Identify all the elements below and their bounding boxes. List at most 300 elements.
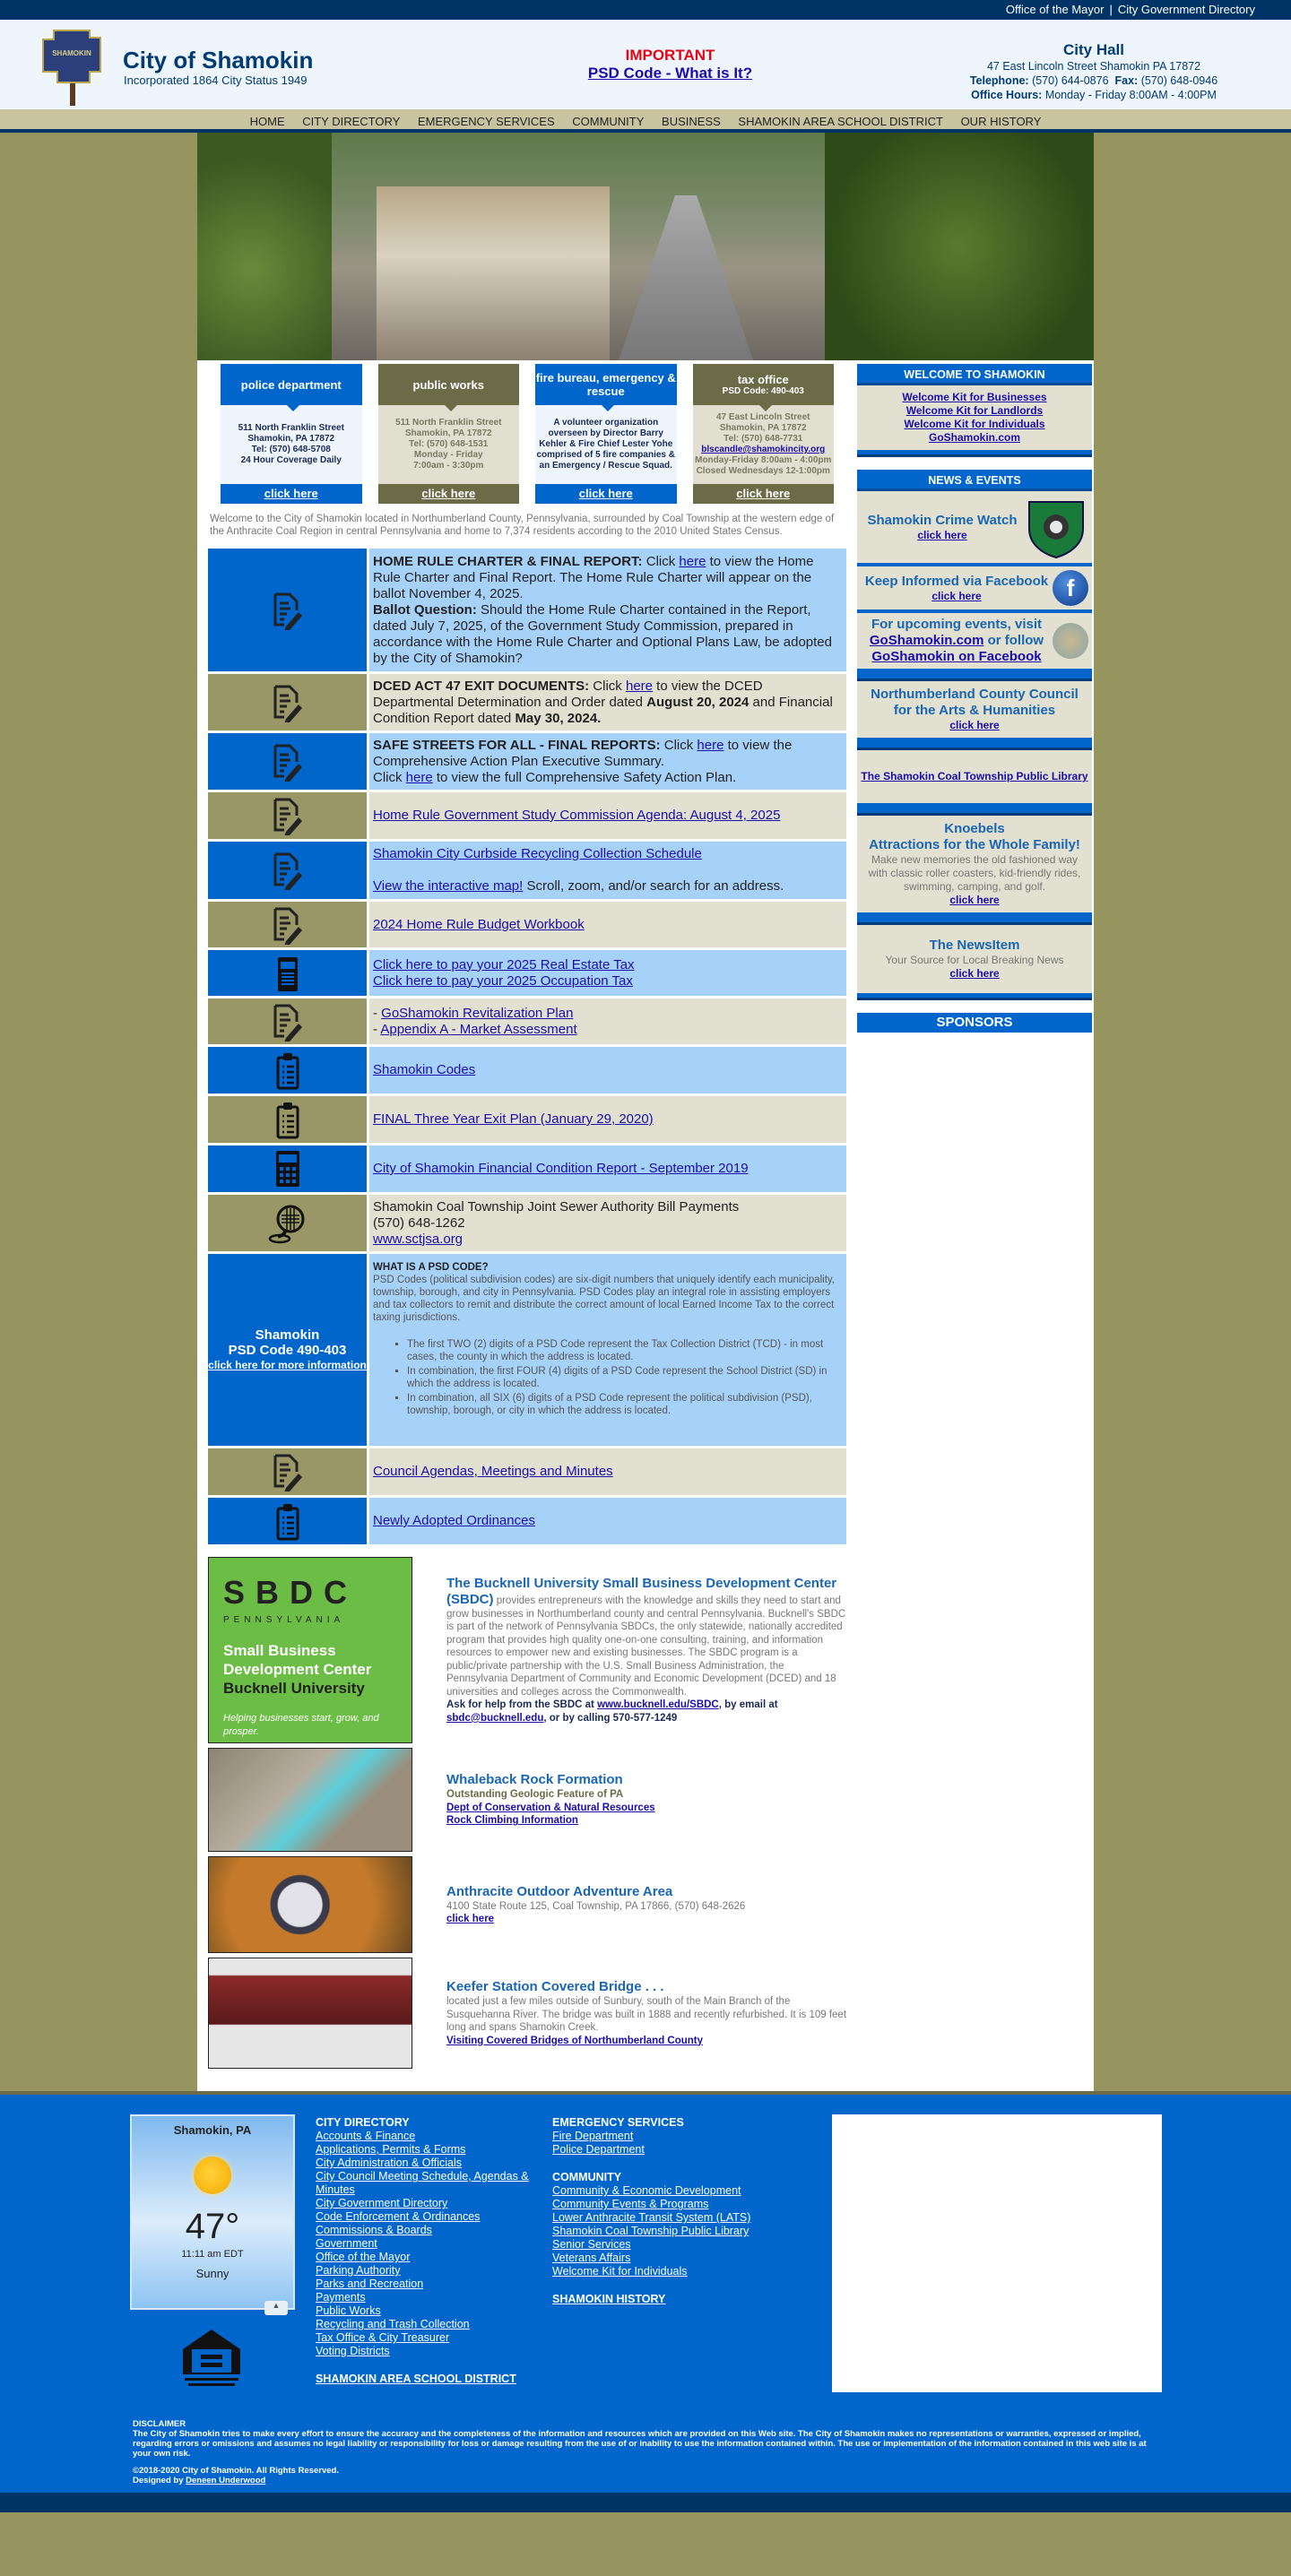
events-item [857,613,1092,669]
spacer [373,862,843,878]
public-works-card-title [378,364,520,405]
dced-heading: DCED ACT 47 EXIT DOCUMENTS: [373,678,590,694]
text: and Financial Condition Report dated [373,694,833,726]
sbdc-logo-name: Small Business Development Center [223,1642,372,1678]
divider [857,738,1092,750]
tax-office-email-link[interactable]: blscandle@shamokincity.org [701,445,826,454]
divider [857,669,1092,681]
footer-emergency-community [552,2116,785,2306]
row-codes [208,1047,846,1094]
city-hall-title: City Hall [1062,41,1125,58]
shamokin-codes-link[interactable]: Shamokin Codes [373,1062,476,1077]
hours-value: Monday - Friday 8:00AM - 4:00PM [1044,89,1217,101]
crime-watch-item [857,491,1092,563]
knoebels-title: Knoebels [944,821,1005,836]
divider [857,450,1092,457]
welcome-text: Welcome to the City of Shamokin located in Northumberland County, Pennsylvania, surrounded by Coal Township at the western edge of the Anthracite Coal Region in central Pennsylvania and home to 7,374 residents according to the 2010 United States Census. [210,514,835,537]
weather-temperature: 47° [185,2207,240,2246]
hero-street-photo [197,133,1094,360]
card-line: Tel: (570) 648-7731 [723,434,803,444]
keefer-text [446,1958,846,2069]
text: Click [642,553,680,569]
pay-real-estate-tax-link[interactable]: Click here to pay your 2025 Real Estate Tax [373,956,635,972]
news-events-title: NEWS & EVENTS [857,470,1092,491]
clipboard-list-icon [208,1498,367,1544]
footer-link[interactable]: Community Events & Programs [552,2198,709,2210]
emergency-services-heading: EMERGENCY SERVICES [552,2116,684,2129]
card-line: Tel: (570) 648-1531 [409,439,489,449]
facebook-link[interactable]: click here [931,589,982,602]
card-title-text: public works [412,377,484,392]
footer-link[interactable]: Senior Services [552,2238,631,2251]
text: Click [373,769,406,785]
card-line: 47 East Lincoln Street [716,412,810,422]
goshamokin-photo-icon [1053,623,1088,659]
whaleback-rock-photo [208,1748,412,1852]
keefer-title: Keefer Station Covered Bridge . . . [446,1979,664,1994]
rock-climbing-link[interactable]: Rock Climbing Information [446,1815,578,1827]
document-edit-icon [208,549,367,671]
hero-buildings [377,186,610,360]
footer-link[interactable]: Commissions & Boards [316,2224,432,2236]
footer-link[interactable]: Voting Districts [316,2345,390,2357]
document-edit-icon [208,733,367,790]
divider [857,912,1092,925]
text: Ask for help from the SBDC at [446,1699,598,1711]
police-card [221,364,362,504]
goshamokin-link[interactable]: GoShamokin.com [928,431,1021,444]
feature-list [208,1557,846,2069]
newsitem-item [857,925,1092,993]
row-exit-plan [208,1096,846,1143]
sbdc-website-link[interactable]: www.bucknell.edu/SBDC [597,1699,719,1711]
psd-explanation [369,1254,846,1446]
card-line: an Emergency / Rescue Squad. [539,461,672,471]
footer-link[interactable]: Lower Anthracite Transit System (LATS) [552,2211,751,2224]
city-hall-address: 47 East Lincoln Street Shamokin PA 17872 [986,60,1201,73]
tax-office-click-link[interactable]: click here [736,487,791,500]
public-works-click-link[interactable]: click here [421,487,476,500]
crime-watch-text [861,513,1024,542]
fire-click-link[interactable]: click here [578,487,633,500]
anthracite-click-link[interactable]: click here [446,1914,495,1924]
hero-trees-left [197,133,332,360]
nav-home[interactable]: HOME [249,115,285,128]
site-subtitle: Incorporated 1864 City Status 1949 [124,73,308,87]
sewer-phone: (570) 648-1262 [373,1215,465,1231]
card-line: Shamokin, PA 17872 [404,428,492,438]
text: , or by calling 570-577-1249 [543,1712,678,1724]
calculator-icon [208,1145,367,1192]
feature-anthracite [208,1856,846,1953]
text: to view the Comprehensive Action Plan Executive Summary. [373,737,793,769]
document-edit-icon [208,1448,367,1495]
card-line: Monday-Friday 8:00am - 4:00pm [695,455,832,465]
feature-sbdc [208,1557,846,1743]
row-revitalization [208,998,846,1044]
card-line: Shamokin, PA 17872 [719,423,807,433]
row-budget [208,902,846,947]
announcement-rows [208,549,846,1544]
tax-office-card-title [693,364,835,405]
sun-icon [194,2157,231,2194]
safe-streets-text [369,733,846,790]
financial-cell [369,1145,846,1192]
sbdc-logo-university: Bucknell University [223,1680,365,1697]
footer-fire-department-link[interactable]: Fire Department [552,2130,634,2142]
sbdc-text [446,1557,846,1743]
psd-more-info-link[interactable]: click here for more information [208,1358,367,1371]
main-column [208,364,846,2073]
ordinances-cell [369,1498,846,1544]
copyright: ©2018-2020 City of Shamokin. All Rights Reserved. [133,2466,339,2476]
designer-link[interactable]: Deneen Underwood [186,2476,266,2485]
footer-link[interactable]: Public Works [316,2304,381,2317]
crime-watch-title: Shamokin Crime Watch [867,512,1018,528]
disclaimer [133,2419,1164,2485]
footer-link[interactable]: Shamokin Coal Township Public Library [552,2225,749,2237]
equal-housing-opportunity-icon [179,2326,244,2389]
budget-cell [369,902,846,947]
card-title-text: police department [240,377,342,392]
covered-bridges-link[interactable]: Visiting Covered Bridges of Northumberland County [446,2035,704,2046]
library-item [857,750,1092,803]
welcome-box-title: WELCOME TO SHAMOKIN [857,364,1092,385]
card-line: 511 North Franklin Street [395,418,502,428]
psd-heading: WHAT IS A PSD CODE? [373,1262,489,1273]
revitalization-plan-link[interactable]: GoShamokin Revitalization Plan [381,1005,574,1021]
text: or follow [983,633,1044,648]
recycling-schedule-link[interactable]: Shamokin City Curbside Recycling Collection Schedule [373,846,702,861]
facebook-icon[interactable]: f [1053,570,1088,606]
knoebels-subtitle: Attractions for the Whole Family! [869,837,1080,852]
tax-office-card-body [693,405,835,484]
card-line: Shamokin, PA 17872 [247,434,335,444]
site-title: City of Shamokin [123,47,314,73]
recycling-cell [369,842,846,899]
tax-cell [369,950,846,996]
footer-link[interactable]: Community & Economic Development [552,2184,741,2197]
telephone-label: Telephone: [969,74,1029,87]
psd-city: Shamokin [255,1327,320,1343]
ballot-question-label: Ballot Question: [373,601,477,618]
footer-link[interactable]: Accounts & Finance [316,2130,416,2142]
dcnr-link[interactable]: Dept of Conservation & Natural Resources [446,1802,655,1813]
divider [857,803,1092,816]
tax-office-card [693,364,835,504]
card-line: Tel: (570) 648-5708 [251,445,331,454]
disclaimer-title: DISCLAIMER [133,2419,186,2429]
pay-occupation-tax-link[interactable]: Click here to pay your 2025 Occupation Tax [373,972,633,989]
feature-whaleback [208,1748,846,1852]
nav-community[interactable]: COMMUNITY [572,115,645,128]
document-edit-icon [208,674,367,730]
executive-summary-link[interactable]: here [697,737,724,753]
text: Click [589,678,626,694]
public-works-click-here [378,484,520,504]
tax-document-icon [208,950,367,996]
psd-bullet-list [407,1338,843,1419]
exit-plan-cell [369,1096,846,1143]
clipboard-list-icon [208,1096,367,1143]
news-events-box [857,470,1092,1033]
city-government-directory-link[interactable]: City Government Directory [1117,3,1255,16]
footer-link[interactable]: City Government Directory [316,2197,448,2209]
footer-link[interactable]: Parking Authority [316,2264,401,2277]
footer-city-directory [316,2116,549,2386]
keefer-body: located just a few miles outside of Sunbury, south of the Main Branch of the Susquehanna River. The bridge was built in 1888 and recently refurbished. It is 109 feet long and spans Shamokin Creek. [446,1996,847,2033]
sbdc-logo-state: PENNSYLVANIA [223,1615,345,1625]
weather-location: Shamokin, PA [173,2123,252,2137]
psd-body: PSD Codes (political subdivision codes) are six-digit numbers that uniquely identify each municipality, township, borough, and city in Pennsylvania. PSD Codes play an integral role in assisting employers and tax collectors to remit and distribute the correct amount of local Earned Income Tax to the correct taxing jurisdictions. [373,1275,835,1323]
sewer-website-link[interactable]: www.sctjsa.org [373,1231,464,1247]
interactive-map-link[interactable]: View the interactive map! [373,878,524,894]
department-cards [208,364,846,504]
home-rule-heading: HOME RULE CHARTER & FINAL REPORT: [373,553,643,569]
footer-link[interactable]: Welcome Kit for Individuals [552,2265,688,2278]
footer-link[interactable]: Code Enforcement & Ordinances [316,2210,481,2223]
row-taxes [208,950,846,996]
police-card-title [221,364,362,405]
card-title-text: tax office [737,373,789,386]
market-assessment-link[interactable]: Appendix A - Market Assessment [380,1021,577,1037]
welcome-kit-individuals-link[interactable]: Welcome Kit for Individuals [904,418,1045,430]
nav-our-history[interactable]: OUR HISTORY [960,115,1042,128]
fire-card-body [535,405,677,484]
fire-card [535,364,677,504]
city-hall-info [950,41,1237,102]
row-sewer [208,1195,846,1251]
spacer [552,2157,785,2171]
arts-title: Northumberland County Council for the Arts & Humanities [871,687,1079,718]
city-directory-heading: CITY DIRECTORY [316,2116,410,2129]
text: For upcoming events, visit [871,617,1043,632]
sbdc-email-link[interactable]: sbdc@bucknell.edu [446,1712,544,1724]
whaleback-title: Whaleback Rock Formation [446,1772,623,1788]
row-financial [208,1145,846,1192]
crime-watch-badge-icon[interactable] [1024,495,1088,559]
study-agenda-cell [369,792,846,839]
card-title-text: fire bureau, emergency & rescue [535,371,676,398]
footer-link[interactable]: Veterans Affairs [552,2252,631,2264]
card-line: 7:00am - 3:30pm [413,461,484,471]
tax-office-click-here [693,484,835,504]
card-line: 511 North Franklin Street [238,423,344,433]
dirt-bike-photo [208,1856,412,1953]
sponsors-heading: SPONSORS [857,1013,1092,1033]
covered-bridge-photo [208,1958,412,2069]
row-safe-streets [208,733,846,790]
keystone-sign-logo[interactable] [38,27,109,108]
site-footer [0,2091,1291,2512]
dash: - [373,1005,382,1021]
ballot-question-text: Should the Home Rule Charter contained in the Report, dated July 7, 2025, of the Government Study Commission, prepared in accordance with the Home Rule Charter and Optional Plans Law, be adopted by the City of Shamokin? [373,601,832,666]
public-library-link[interactable]: The Shamokin Coal Township Public Library [861,770,1088,782]
footer-link[interactable]: Tax Office & City Treasurer [316,2331,450,2344]
important-label: IMPORTANT [625,47,715,64]
knoebels-item [857,816,1092,912]
document-edit-icon [208,792,367,839]
safety-action-plan-link[interactable]: here [405,769,433,785]
sbdc-body: provides entrepreneurs with the knowledge and skills they need to start and grow businesses in Northumberland county and central Pennsylvania. Bucknell's SBDC is part of the network of Pennsylvania SBDCs, the only statewide, nationally accredited program that provides high quality one-on-one consulting, training, and information resources to empower new and existing businesses. The SBDC program is a public/private partnership with the U.S. Small Business Administration, the Pennsylvania Department of Community and Economic Development (DCED) and 18 universities and colleges across the Commonwealth. [446,1595,846,1698]
anthracite-title: Anthracite Outdoor Adventure Area [446,1883,673,1899]
footer-school-district-link[interactable]: SHAMOKIN AREA SCHOOL DISTRICT [316,2373,516,2385]
home-rule-text [369,549,846,671]
sbdc-logo-image[interactable] [208,1557,412,1743]
footer-police-department-link[interactable]: Police Department [552,2143,645,2156]
welcome-kit-businesses-link[interactable]: Welcome Kit for Businesses [902,391,1047,403]
hero-road [619,195,753,360]
weather-time: 11:11 am EDT [181,2249,244,2260]
nav-school-district[interactable]: SHAMOKIN AREA SCHOOL DISTRICT [738,115,943,128]
newsitem-body: Your Source for Local Breaking News [885,954,1064,966]
knoebels-link[interactable]: click here [949,894,1000,906]
weather-condition: Sunny [195,2267,230,2280]
psd-code-label: PSD Code: 490-403 [722,386,804,396]
content-wrapper [197,133,1094,2091]
row-council [208,1448,846,1495]
financial-report-link[interactable]: City of Shamokin Financial Condition Report - September 2019 [373,1161,749,1176]
row-study-agenda [208,792,846,839]
separator: | [1109,3,1113,16]
important-notice [538,47,802,82]
facebook-item [857,566,1092,609]
nav-emergency-services[interactable]: EMERGENCY SERVICES [417,115,555,128]
text: Designed by [133,2476,186,2485]
row-home-rule [208,549,846,671]
anthracite-text [446,1856,745,1953]
main-nav [0,109,1291,133]
card-line: A volunteer organization [553,418,659,428]
goshamokin-events-link[interactable]: GoShamokin.com [869,633,984,648]
hours-label: Office Hours: [971,89,1043,101]
card-line: comprised of 5 fire companies & [536,450,675,460]
whaleback-text [446,1748,655,1852]
psd-code-value: PSD Code 490-403 [228,1342,347,1358]
spacer [133,2459,1164,2466]
footer-link[interactable]: Office of the Mayor [316,2251,411,2263]
card-line: 24 Hour Coverage Daily [240,455,342,465]
row-ordinances [208,1498,846,1544]
footer-link[interactable]: City Administration & Officials [316,2157,463,2169]
telephone-value: (570) 644-0876 [1032,74,1109,87]
whaleback-subtitle: Outstanding Geologic Feature of PA [446,1789,624,1801]
footer-map-embed[interactable] [832,2114,1162,2392]
welcome-box-body [857,385,1092,450]
fax-label: Fax: [1114,74,1139,87]
top-utility-bar [0,0,1291,20]
card-line: Kehler & Fire Chief Lester Yohe [539,439,673,449]
disclaimer-text: The City of Shamokin tries to make every effort to ensure the accuracy and the completeness of the information and resources which are provided on this Web site. The City of Shamokin makes no representations or warranties, expressed or implied, regarding errors or omissions and assumes no legal liability or responsibility for loss or damage resulting from the use of or inability to use the information contained within. The use or implementation of the information contained in this web site is at your own risk. [133,2429,1147,2459]
date: May 30, 2024. [515,710,602,726]
public-works-card-body [378,405,520,484]
events-text [861,617,1053,665]
document-edit-icon [208,842,367,899]
fire-card-title [535,364,677,405]
footer-link[interactable]: City Council Meeting Schedule, Agendas & Minutes [316,2170,529,2196]
fax-value: (570) 648-0946 [1140,74,1218,87]
nav-city-directory[interactable]: CITY DIRECTORY [302,115,401,128]
sbdc-logo-tagline: Helping businesses start, grow, and prosper. [223,1713,379,1737]
text: Scroll, zoom, and/or search for an address. [523,878,784,894]
weather-widget [130,2114,295,2310]
psd-bullet: ▪ In combination, all SIX (6) digits of a PSD Code represent the political subdivision (PSD), township, borough, or city in which the address is located. [407,1392,843,1417]
safe-streets-heading: SAFE STREETS FOR ALL - FINAL REPORTS: [373,737,661,753]
study-commission-agenda-link[interactable]: Home Rule Government Study Commission Agenda: August 4, 2025 [373,808,781,823]
main-area [197,360,1094,2073]
spacer [552,2278,785,2293]
council-agendas-link[interactable]: Council Agendas, Meetings and Minutes [373,1464,613,1479]
nav-business[interactable]: BUSINESS [662,115,721,128]
council-cell [369,1448,846,1495]
clipboard-list-icon [208,1047,367,1094]
anthracite-address: 4100 State Route 125, Coal Township, PA 17866, (570) 648-2626 [446,1900,746,1912]
newsitem-title: The NewsItem [929,938,1020,953]
text: to view the Home Rule Charter and Final Report. The Home Rule Charter will appear on the ballot November 4, 2025. [373,553,814,601]
document-edit-icon [208,902,367,947]
psd-bullet: ▪ In combination, the first FOUR (4) digits of a PSD Code represent the School District (SD) in which the address is located. [407,1365,843,1390]
row-psd-code [208,1254,846,1446]
footer-link[interactable]: Payments [316,2291,366,2304]
office-of-mayor-link[interactable]: Office of the Mayor [1005,3,1105,16]
welcome-kit-landlords-link[interactable]: Welcome Kit for Landlords [905,404,1044,417]
exit-plan-link[interactable]: FINAL Three Year Exit Plan (January 29, 2020) [373,1111,654,1127]
budget-workbook-link[interactable]: 2024 Home Rule Budget Workbook [373,916,585,932]
police-click-here [221,484,362,504]
text: , by email at [718,1699,778,1711]
right-sidebar [857,364,1092,2073]
dash: - [373,1021,381,1037]
home-rule-charter-link[interactable]: here [679,553,706,569]
arts-link[interactable]: click here [949,719,1000,731]
sewer-drain-icon [208,1195,367,1251]
text: to view the DCED Departmental Determination and Order dated [373,678,763,710]
welcome-box [857,364,1092,457]
text: to view the full Comprehensive Safety Action Plan. [432,769,737,785]
dced-text [369,674,846,730]
footer-history-link[interactable]: SHAMOKIN HISTORY [552,2293,666,2305]
goshamokin-facebook-link[interactable]: GoShamokin on Facebook [871,649,1042,664]
codes-cell [369,1047,846,1094]
footer-link[interactable]: Applications, Permits & Forms [316,2143,466,2156]
crime-watch-link[interactable]: click here [917,528,967,541]
psd-code-link[interactable]: PSD Code - What is It? [587,65,753,82]
dced-documents-link[interactable]: here [625,678,654,694]
footer-link[interactable]: Government [316,2237,377,2250]
revitalization-cell [369,998,846,1044]
row-recycling [208,842,846,899]
sewer-cell [369,1195,846,1251]
community-heading: COMMUNITY [552,2171,622,2183]
weather-widget-button[interactable]: ▲ [264,2301,288,2315]
site-header [0,20,1291,109]
svg-text:SHAMOKIN: SHAMOKIN [52,49,91,57]
knoebels-body: Make new memories the old fashioned way with classic roller coasters, kid-friendly rides, swimming, camping, and golf. [868,853,1081,893]
newsitem-link[interactable]: click here [949,967,1000,980]
sbdc-title: The Bucknell University Small Business Development Center (SBDC) [446,1575,837,1607]
sewer-title: Shamokin Coal Township Joint Sewer Authority Bill Payments [373,1198,740,1215]
police-click-link[interactable]: click here [264,487,318,500]
spacer [316,2358,549,2373]
facebook-text [861,574,1053,603]
arts-item [857,681,1092,738]
psd-bullet: ▪ The first TWO (2) digits of a PSD Code represent the Tax Collection District (TCD) - in most cases, the county in which the address is located. [407,1338,843,1363]
footer-link[interactable]: Parks and Recreation [316,2278,424,2290]
footer-link[interactable]: Recycling and Trash Collection [316,2318,470,2330]
card-line: Closed Wednesdays 12-1:00pm [696,466,830,476]
ordinances-link[interactable]: Newly Adopted Ordinances [373,1513,535,1528]
card-line: Monday - Friday [413,450,483,460]
